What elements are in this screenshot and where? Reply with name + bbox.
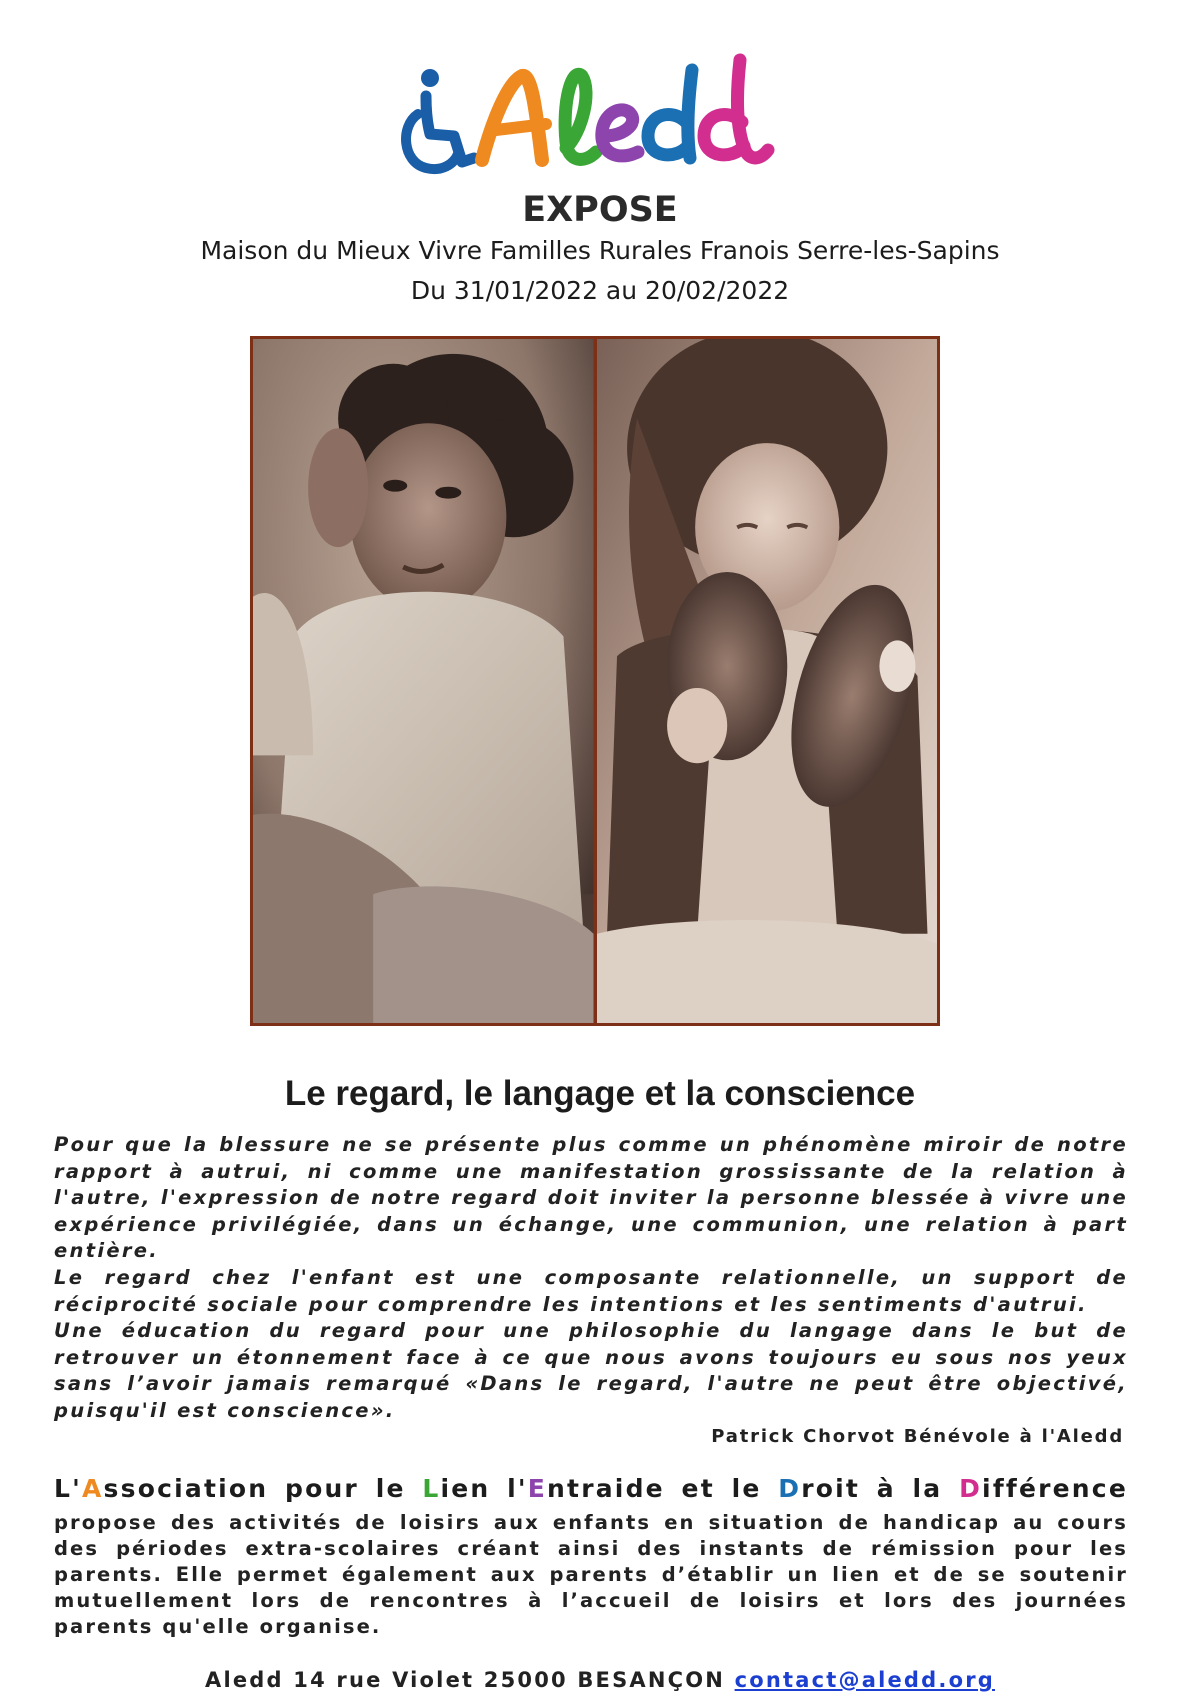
quote-paragraph: Une éducation du regard pour une philosophie du langage dans le but de retrouver un étonnement face à ce que nous avons toujours eu sous nos yeux sans l’avoir jamais remarqué «Dans le regard, l'autre ne peut être objectivé, puisqu'il est conscience». [54, 1319, 1128, 1422]
dates-line: Du 31/01/2022 au 20/02/2022 [410, 276, 790, 305]
heading-text: roit [801, 1474, 861, 1503]
article-title: Le regard, le langage et la conscience [284, 1074, 916, 1113]
heading-initial: E [527, 1474, 548, 1503]
heading-word: pour [284, 1474, 359, 1503]
heading-word: la [912, 1474, 943, 1503]
heading-initial: L [422, 1474, 441, 1503]
photo-right [597, 339, 938, 1023]
heading-word [507, 1474, 665, 1503]
heading-text: ien [440, 1474, 491, 1503]
heading-initial: D [778, 1474, 802, 1503]
expose-heading: EXPOSE [522, 190, 678, 230]
heading-text: L' [54, 1474, 82, 1503]
aledd-logo [396, 52, 796, 184]
heading-word [778, 1474, 860, 1503]
heading-text: ntraide [547, 1474, 665, 1503]
email-link[interactable]: contact@aledd.org [734, 1668, 995, 1692]
quote-paragraph: Pour que la blessure ne se présente plus comme un phénomène miroir de notre rapport à autrui, ni comme une manifestation grossissante de la relation à l'autre, l'expression de notre regard doit inviter la personne blessée à vivre une expérience privilégiée, dans un échange, une communion, une relation à part entière. [54, 1133, 1128, 1263]
signature: Patrick Chorvot Bénévole à l'Aledd [711, 1426, 1124, 1447]
heading-word [959, 1474, 1128, 1503]
association-heading [54, 1474, 1128, 1503]
article-quote [54, 1132, 1128, 1425]
heading-word: le [375, 1474, 406, 1503]
venue-line: Maison du Mieux Vivre Familles Rurales Franois Serre-les-Sapins [200, 236, 1000, 265]
photo-diptych [250, 336, 940, 1026]
heading-word: et [681, 1474, 715, 1503]
heading-word [422, 1474, 490, 1503]
heading-text: ifférence [982, 1474, 1128, 1503]
association-description: propose des activités de loisirs aux enfants en situation de handicap au cours des périodes extra-scolaires créant ainsi des instants de rémission pour les parents. Elle permet également aux parents d’établir un lien et de se soutenir mutuellement lors de rencontres à l’accueil de loisirs et lors des journées parents qu'elle organise. [54, 1511, 1128, 1638]
photo-left [253, 339, 594, 1023]
heading-text: l' [507, 1474, 528, 1503]
child-curly-hair-photo [253, 339, 594, 1023]
heading-word: à [876, 1474, 896, 1503]
child-cymbals-photo [597, 339, 938, 1023]
wheelchair-person-icon [396, 52, 796, 184]
heading-initial: A [81, 1474, 104, 1503]
quote-paragraph: Le regard chez l'enfant est une composante relationnelle, un support de réciprocité sociale pour comprendre les intentions et les sentiments d'autrui. [54, 1265, 1128, 1316]
footer-contact [0, 1668, 1200, 1692]
heading-text: ssociation [103, 1474, 269, 1503]
heading-word [54, 1474, 268, 1503]
heading-initial: D [959, 1474, 983, 1503]
footer-address: Aledd 14 rue Violet 25000 BESANÇON [205, 1668, 726, 1692]
heading-word: le [731, 1474, 762, 1503]
